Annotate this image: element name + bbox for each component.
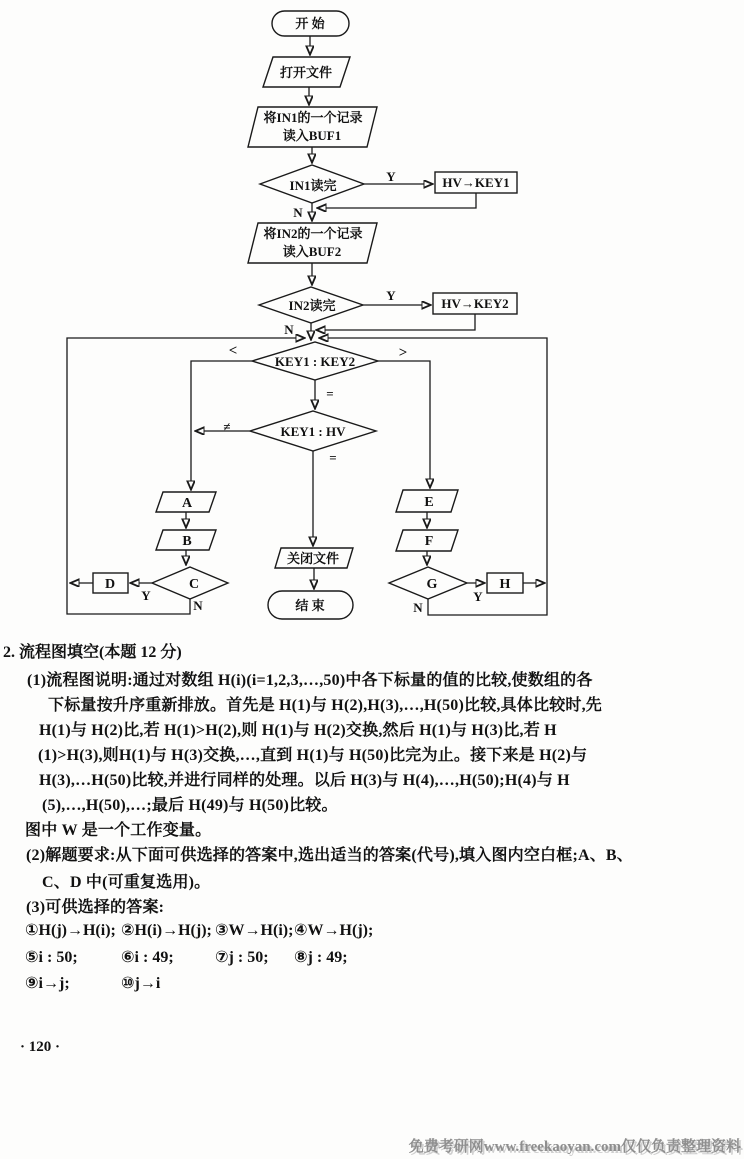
c-no-label: N — [193, 598, 203, 613]
option-3: ③W→H(i); — [215, 922, 294, 939]
option-8: ⑧j : 49; — [294, 949, 348, 966]
blank-f-label: F — [424, 534, 434, 549]
in1-yes-label: Y — [386, 169, 396, 184]
in1-done-label: IN1读完 — [289, 178, 337, 193]
read-in2-label-1: 将IN2的一个记录 — [263, 226, 363, 241]
g-yes-label: Y — [473, 589, 483, 604]
question-line-4: (1)>H(3),则H(1)与 H(3)交换,…,直到 H(1)与 H(50)比完为止。接下来是 H(2)与 — [38, 747, 588, 764]
open-file-label: 打开文件 — [279, 65, 333, 80]
blank-c-label: C — [188, 577, 200, 592]
in2-no-label: N — [284, 322, 294, 337]
hv-key2-label: HV→KEY2 — [441, 296, 509, 311]
blank-d-label: D — [104, 577, 116, 592]
option-9: ⑨i→j; — [25, 975, 70, 992]
page-number: · 120 · — [20, 1039, 61, 1055]
not-equal-label: ≠ — [223, 419, 231, 434]
question-line-3: H(1)与 H(2)比,若 H(1)>H(2),则 H(1)与 H(2)交换,然后 H(1)与 H(3)比,若 H — [39, 722, 557, 739]
blank-g-label: G — [426, 577, 438, 592]
options-row-1 — [25, 920, 373, 940]
close-file-label: 关闭文件 — [286, 551, 340, 566]
compare-keys-label: KEY1 : KEY2 — [274, 354, 356, 369]
in2-done-label: IN2读完 — [288, 298, 336, 313]
options-row-2 — [25, 947, 348, 967]
option-6: ⑥i : 49; — [121, 949, 174, 966]
equal-label-top: = — [326, 386, 334, 401]
compare-key-hv-label: KEY1 : HV — [280, 424, 346, 439]
edge-keys-less — [191, 361, 252, 489]
edge-hvkey2-return — [317, 314, 475, 330]
read-in1-label-1: 将IN1的一个记录 — [263, 110, 363, 125]
question-line-10: (3)可供选择的答案: — [26, 899, 165, 916]
option-5: ⑤i : 50; — [25, 949, 78, 966]
question-line-1: (1)流程图说明:通过对数组 H(i)(i=1,2,3,…,50)中各下标量的值的比较,使数组的各 — [27, 672, 593, 689]
question-heading: 2. 流程图填空(本题 12 分) — [3, 644, 182, 661]
question-line-6: (5),…,H(50),…;最后 H(49)与 H(50)比较。 — [42, 797, 338, 814]
c-yes-label: Y — [141, 588, 151, 603]
option-1: ①H(j)→H(i); — [25, 922, 116, 939]
g-no-label: N — [413, 600, 423, 615]
in1-no-label: N — [293, 205, 303, 220]
equal-label-mid: = — [329, 450, 337, 465]
question-line-2: 下标量按升序重新排放。首先是 H(1)与 H(2),H(3),…,H(50)比较,具体比较时,先 — [48, 697, 603, 714]
in2-yes-label: Y — [386, 288, 396, 303]
blank-b-label: B — [182, 534, 192, 549]
blank-a-label: A — [181, 496, 193, 511]
blank-h-label: H — [499, 577, 511, 592]
edge-hvkey1-return — [318, 193, 476, 208]
blank-e-label: E — [424, 495, 434, 510]
less-than-label: < — [228, 343, 238, 359]
option-2: ②H(i)→H(j); — [121, 922, 212, 939]
start-label: 开 始 — [295, 16, 325, 31]
question-line-8: (2)解题要求:从下面可供选择的答案中,选出适当的答案(代号),填入图内空白框;A、B、 — [26, 847, 633, 864]
read-in2-label-2: 读入BUF2 — [282, 244, 342, 259]
option-10: ⑩j→i — [121, 975, 161, 992]
edge-keys-greater — [378, 361, 430, 487]
watermark-text: 免费考研网www.freekaoyan.com仅仅负责整理资料 — [408, 1139, 741, 1155]
question-line-7: 图中 W 是一个工作变量。 — [25, 822, 212, 839]
read-in1-label-2: 读入BUF1 — [282, 128, 342, 143]
greater-than-label: > — [398, 345, 408, 361]
question-line-9: C、D 中(可重复选用)。 — [42, 874, 211, 891]
options-row-3 — [25, 973, 160, 993]
end-label: 结 束 — [295, 598, 325, 613]
option-4: ④W→H(j); — [294, 922, 374, 939]
option-7: ⑦j : 50; — [215, 949, 269, 966]
hv-key1-label: HV→KEY1 — [442, 175, 510, 190]
question-line-5: H(3),…H(50)比较,并进行同样的处理。以后 H(3)与 H(4),…,H(50);H(4)与 H — [39, 772, 570, 789]
